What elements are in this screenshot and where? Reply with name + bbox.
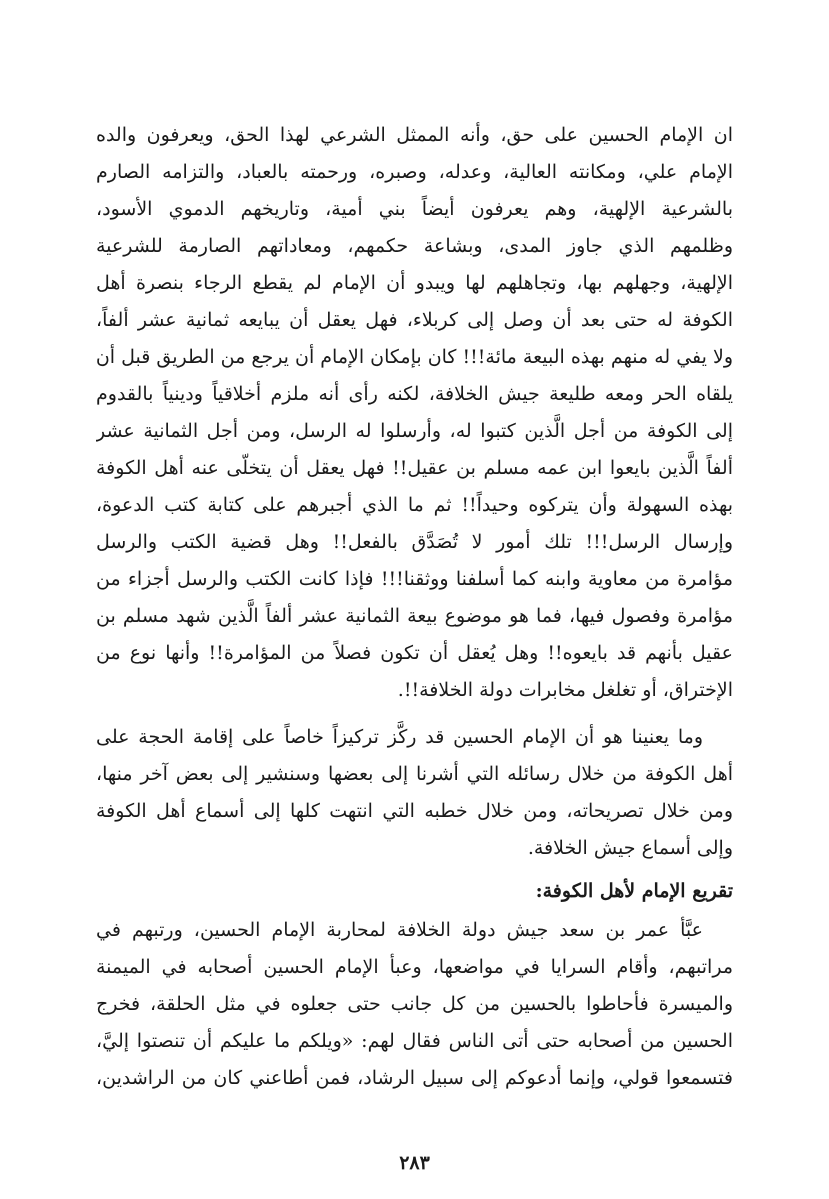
text-line: أهل الكوفة من خلال رسائله التي أشرنا إلى بعضها وسنشير إلى بعض آخر منها، [96,763,733,785]
section-heading: تقريع الإمام لأهل الكوفة: [535,880,733,902]
text-line: عقيل بأنهم قد بايعوه!! وهل يُعقل أن تكون فصلاً من المؤامرة!! وأنها نوع من [96,642,733,664]
text-line: الإختراق، أو تغلغل مخابرات دولة الخلافة!!. [397,679,733,701]
paragraph-1 [96,117,733,709]
text-line: مراتبهم، وأقام السرايا في مواضعها، وعبأ الإمام الحسين أصحابه في الميمنة [96,956,733,978]
text-line: إلى الكوفة من أجل الَّذين كتبوا له، وأرسلوا له الرسل، ومن أجل الثمانية عشر [96,420,733,442]
text-line: والميسرة فأحاطوا بالحسين من كل جانب حتى جعلوه في مثل الحلقة، فخرج [96,993,733,1015]
text-line: ألفاً الَّذين بايعوا ابن عمه مسلم بن عقيل!! فهل يعقل أن يتخلّى عنه أهل الكوفة [96,457,733,479]
text-line: عبَّأ عمر بن سعد جيش دولة الخلافة لمحاربة الإمام الحسين، ورتبهم في [96,919,703,941]
text-line: وإلى أسماع جيش الخلافة. [527,837,733,859]
text-line: الإمام علي، ومكانته العالية، وعدله، وصبره، ورحمته بالعباد، والتزامه الصارم [96,161,733,183]
text-line: وظلمهم الذي جاوز المدى، وبشاعة حكمهم، ومعاداتهم الصارمة للشرعية [96,235,733,257]
text-line: وما يعنينا هو أن الإمام الحسين قد ركَّز تركيزاً خاصاً على إقامة الحجة على [96,726,703,748]
text-line: فتسمعوا قولي، وإنما أدعوكم إلى سبيل الرشاد، فمن أطاعني كان من الراشدين، [96,1067,733,1089]
text-line: مؤامرة من معاوية وابنه كما أسلفنا ووثقنا!!! فإذا كانت الكتب والرسل أجزاء من [96,568,733,590]
page-number: ٢٨٣ [399,1152,430,1174]
text-line: ولا يفي له منهم بهذه البيعة مائة!!! كان بإمكان الإمام أن يرجع من الطريق قبل أن [96,346,733,368]
text-line: الإلهية، وجهلهم بها، وتجاهلهم لها ويبدو أن الإمام لم يقطع الرجاء بنصرة أهل [96,272,733,294]
text-line: بالشرعية الإلهية، وهم يعرفون أيضاً بني أمية، وتاريخهم الدموي الأسود، [96,198,733,220]
text-line: مؤامرة وفصول فيها، فما هو موضوع بيعة الثمانية عشر ألفاً الَّذين شهد مسلم بن [96,605,733,627]
text-line: ان الإمام الحسين على حق، وأنه الممثل الشرعي لهذا الحق، ويعرفون والده [96,124,733,146]
paragraph-3 [96,912,733,1097]
text-line: يلقاه الحر ومعه طليعة جيش الخلافة، لكنه رأى أنه ملزم أخلاقياً ودينياً بالقدوم [96,383,733,405]
text-line: الكوفة له حتى بعد أن وصل إلى كربلاء، فهل يعقل أن يبايعه ثمانية عشر ألفاً، [96,309,733,331]
text-line: وإرسال الرسل!!! تلك أمور لا تُصَدَّق بالفعل!! وهل قضية الكتب والرسل [96,531,733,553]
paragraph-2 [96,719,733,867]
text-line: بهذه السهولة وأن يتركوه وحيداً!! ثم ما الذي أجبرهم على كتابة كتب الدعوة، [96,494,733,516]
text-line: ومن خلال تصريحاته، ومن خلال خطبه التي انتهت كلها إلى أسماع أهل الكوفة [96,800,733,822]
text-line: الحسين من أصحابه حتى أتى الناس فقال لهم: «ويلكم ما عليكم أن تنصتوا إليَّ، [96,1030,733,1052]
